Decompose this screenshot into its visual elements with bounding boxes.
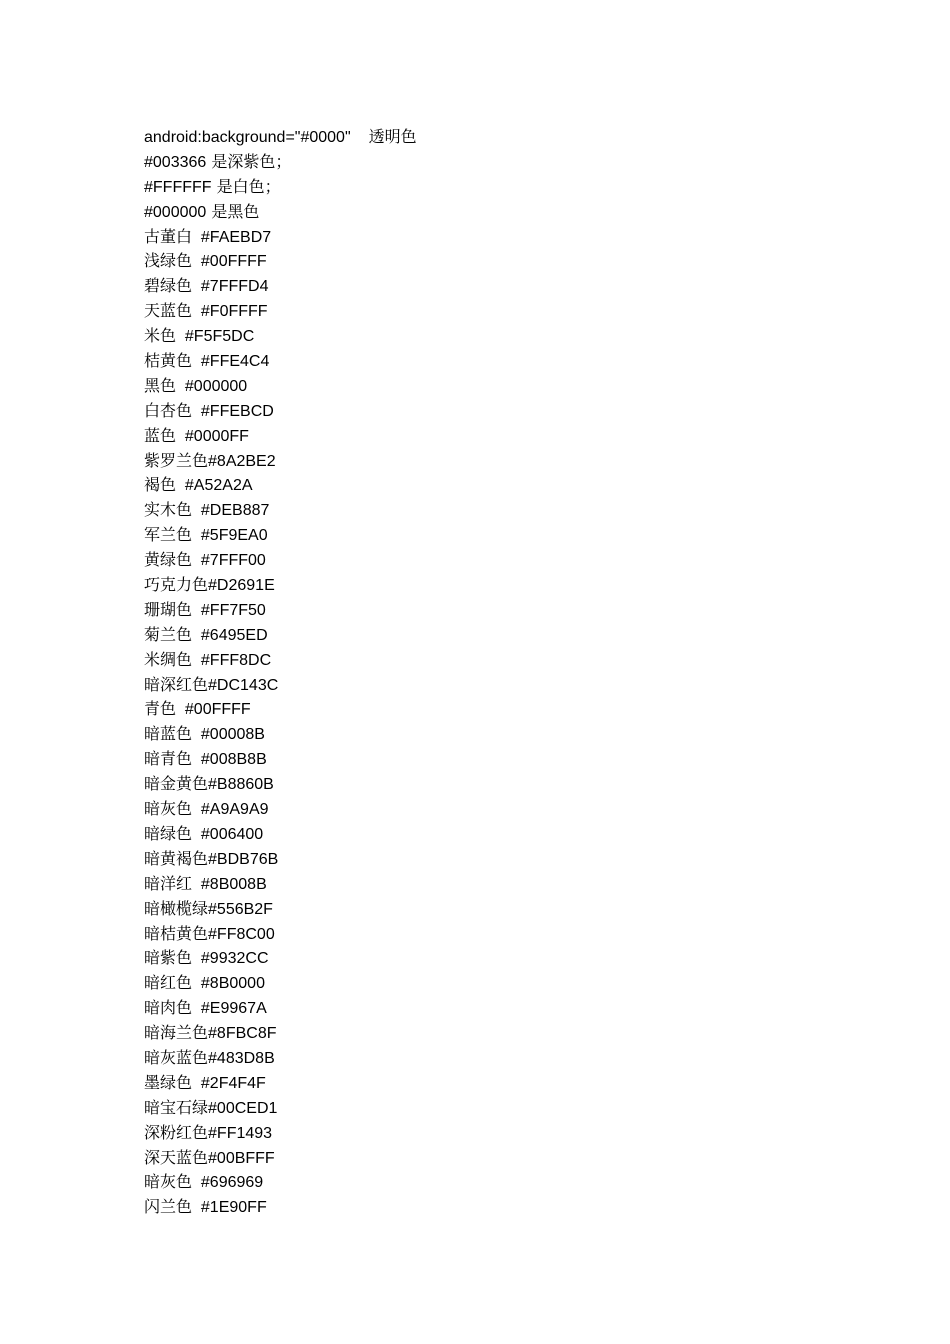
color-name: 暗青色 xyxy=(144,749,193,769)
color-name: 碧绿色 xyxy=(144,276,193,296)
color-hex: #FFF8DC xyxy=(200,651,272,669)
color-hex: #6495ED xyxy=(200,626,268,644)
color-hex: #00BFFF xyxy=(208,1149,275,1167)
color-line xyxy=(144,349,844,374)
color-line xyxy=(144,374,844,399)
color-name: 暗绿色 xyxy=(144,823,193,843)
color-hex: #F0FFFF xyxy=(200,303,268,321)
color-name: 褐色 xyxy=(144,475,177,495)
color-hex: #BDB76B xyxy=(208,850,279,868)
color-line xyxy=(144,971,844,996)
color-line xyxy=(144,424,844,449)
color-separator xyxy=(192,876,201,893)
color-name: 深粉红色 xyxy=(144,1122,209,1142)
document-body xyxy=(144,125,844,1220)
intro-hex: #000000 xyxy=(144,203,207,221)
color-line xyxy=(144,922,844,947)
color-name: 桔黄色 xyxy=(144,351,193,371)
color-name: 珊瑚色 xyxy=(144,599,193,619)
color-hex: #00008B xyxy=(200,726,265,744)
color-line xyxy=(144,598,844,623)
color-line xyxy=(144,324,844,349)
color-name: 暗蓝色 xyxy=(144,724,193,744)
color-name: 浅绿色 xyxy=(144,251,193,271)
color-line xyxy=(144,822,844,847)
color-hex: #483D8B xyxy=(208,1049,275,1067)
color-line xyxy=(144,1021,844,1046)
color-separator xyxy=(192,527,201,544)
color-name: 古董白 xyxy=(144,226,193,246)
color-hex: #7FFF00 xyxy=(200,552,266,570)
color-line xyxy=(144,1096,844,1121)
color-line xyxy=(144,1195,844,1220)
color-hex: #FFE4C4 xyxy=(200,353,270,371)
color-hex: #008B8B xyxy=(200,751,267,769)
color-separator xyxy=(192,1174,201,1191)
color-separator xyxy=(176,378,185,395)
color-separator xyxy=(192,229,201,246)
color-separator xyxy=(192,652,201,669)
intro-text: 是黑色 xyxy=(206,201,260,221)
color-name: 暗洋红 xyxy=(144,873,193,893)
color-separator xyxy=(192,1000,201,1017)
color-name: 米绸色 xyxy=(144,649,193,669)
color-line xyxy=(144,872,844,897)
header-code: android:background="#0000" xyxy=(144,129,351,146)
color-line xyxy=(144,299,844,324)
color-line xyxy=(144,274,844,299)
color-separator xyxy=(176,701,185,718)
color-line xyxy=(144,249,844,274)
color-hex: #8FBC8F xyxy=(208,1025,277,1043)
color-separator xyxy=(192,801,201,818)
color-line xyxy=(144,772,844,797)
color-line xyxy=(144,797,844,822)
color-line xyxy=(144,1046,844,1071)
color-hex: #DC143C xyxy=(208,676,279,694)
color-line xyxy=(144,498,844,523)
color-name: 暗宝石绿 xyxy=(144,1097,209,1117)
color-name: 暗灰色 xyxy=(144,799,193,819)
color-hex: #FFEBCD xyxy=(200,402,274,420)
color-hex: #FF8C00 xyxy=(208,925,275,943)
color-name: 暗黄褐色 xyxy=(144,848,209,868)
color-hex: #7FFFD4 xyxy=(200,278,269,296)
color-line xyxy=(144,946,844,971)
color-separator xyxy=(192,253,201,270)
color-hex: #00FFFF xyxy=(200,253,267,271)
color-hex: #000000 xyxy=(184,377,248,395)
color-line xyxy=(144,573,844,598)
color-name: 暗灰色 xyxy=(144,1172,193,1192)
intro-line xyxy=(144,200,844,225)
color-line xyxy=(144,1071,844,1096)
color-line xyxy=(144,1170,844,1195)
color-name: 白杏色 xyxy=(144,400,193,420)
color-name: 暗红色 xyxy=(144,973,193,993)
color-name: 黑色 xyxy=(144,375,177,395)
color-line xyxy=(144,697,844,722)
color-name: 暗桔黄色 xyxy=(144,923,209,943)
color-list xyxy=(144,225,844,1221)
color-name: 暗灰蓝色 xyxy=(144,1047,209,1067)
color-hex: #F5F5DC xyxy=(184,328,255,346)
color-hex: #A52A2A xyxy=(184,477,253,495)
color-name: 闪兰色 xyxy=(144,1197,193,1217)
color-line xyxy=(144,747,844,772)
color-name: 暗紫色 xyxy=(144,948,193,968)
color-hex: #FAEBD7 xyxy=(200,228,272,246)
color-separator xyxy=(192,602,201,619)
color-hex: #E9967A xyxy=(200,1000,267,1018)
header-label: 透明色 xyxy=(368,127,417,146)
color-separator xyxy=(192,552,201,569)
color-name: 暗肉色 xyxy=(144,998,193,1018)
color-hex: #B8860B xyxy=(208,776,274,794)
color-hex: #D2691E xyxy=(208,577,275,595)
color-hex: #A9A9A9 xyxy=(200,801,269,819)
color-line xyxy=(144,648,844,673)
color-name: 暗橄榄绿 xyxy=(144,898,209,918)
color-name: 紫罗兰色 xyxy=(144,450,209,470)
color-name: 暗金黄色 xyxy=(144,774,209,794)
color-name: 暗深红色 xyxy=(144,674,209,694)
color-hex: #00FFFF xyxy=(184,701,251,719)
color-separator xyxy=(176,328,185,345)
color-name: 深天蓝色 xyxy=(144,1147,209,1167)
intro-line xyxy=(144,175,844,200)
color-name: 米色 xyxy=(144,326,177,346)
intro-hex: #FFFFFF xyxy=(144,178,212,196)
color-hex: #0000FF xyxy=(184,427,249,445)
color-name: 实木色 xyxy=(144,500,193,520)
color-line xyxy=(144,623,844,648)
color-hex: #8B008B xyxy=(200,875,267,893)
color-hex: #9932CC xyxy=(200,950,269,968)
color-line xyxy=(144,847,844,872)
color-separator xyxy=(192,627,201,644)
color-hex: #556B2F xyxy=(208,900,273,918)
color-separator xyxy=(192,950,201,967)
color-line xyxy=(144,473,844,498)
color-name: 巧克力色 xyxy=(144,575,209,595)
color-line xyxy=(144,996,844,1021)
color-hex: #DEB887 xyxy=(200,502,270,520)
color-separator xyxy=(192,1199,201,1216)
color-separator xyxy=(192,278,201,295)
color-separator xyxy=(192,403,201,420)
color-line xyxy=(144,548,844,573)
color-name: 墨绿色 xyxy=(144,1072,193,1092)
color-hex: #5F9EA0 xyxy=(200,527,268,545)
color-separator xyxy=(176,428,185,445)
color-name: 青色 xyxy=(144,699,177,719)
color-separator xyxy=(192,353,201,370)
color-separator xyxy=(192,975,201,992)
color-line xyxy=(144,449,844,474)
color-hex: #1E90FF xyxy=(200,1199,267,1217)
color-name: 蓝色 xyxy=(144,425,177,445)
color-name: 军兰色 xyxy=(144,525,193,545)
color-line xyxy=(144,225,844,250)
color-line xyxy=(144,673,844,698)
color-name: 菊兰色 xyxy=(144,624,193,644)
intro-text: 是白色； xyxy=(211,176,281,196)
color-name: 暗海兰色 xyxy=(144,1023,209,1043)
intro-text: 是深紫色； xyxy=(206,151,292,171)
color-hex: #8A2BE2 xyxy=(208,452,276,470)
color-hex: #696969 xyxy=(200,1174,264,1192)
color-separator xyxy=(192,502,201,519)
color-separator xyxy=(192,751,201,768)
color-separator xyxy=(176,477,185,494)
color-line xyxy=(144,1146,844,1171)
color-separator xyxy=(192,826,201,843)
intro-hex: #003366 xyxy=(144,153,207,171)
color-line xyxy=(144,523,844,548)
color-name: 天蓝色 xyxy=(144,301,193,321)
color-line xyxy=(144,722,844,747)
color-line xyxy=(144,1121,844,1146)
color-separator xyxy=(192,726,201,743)
color-separator xyxy=(192,303,201,320)
color-hex: #00CED1 xyxy=(208,1099,278,1117)
header-line xyxy=(144,125,844,150)
color-separator xyxy=(192,1075,201,1092)
color-hex: #FF1493 xyxy=(208,1124,273,1142)
color-hex: #FF7F50 xyxy=(200,601,266,619)
color-line xyxy=(144,399,844,424)
color-line xyxy=(144,897,844,922)
color-hex: #8B0000 xyxy=(200,975,265,993)
color-hex: #2F4F4F xyxy=(200,1074,266,1092)
color-hex: #006400 xyxy=(200,825,264,843)
intro-line xyxy=(144,150,844,175)
color-name: 黄绿色 xyxy=(144,550,193,570)
